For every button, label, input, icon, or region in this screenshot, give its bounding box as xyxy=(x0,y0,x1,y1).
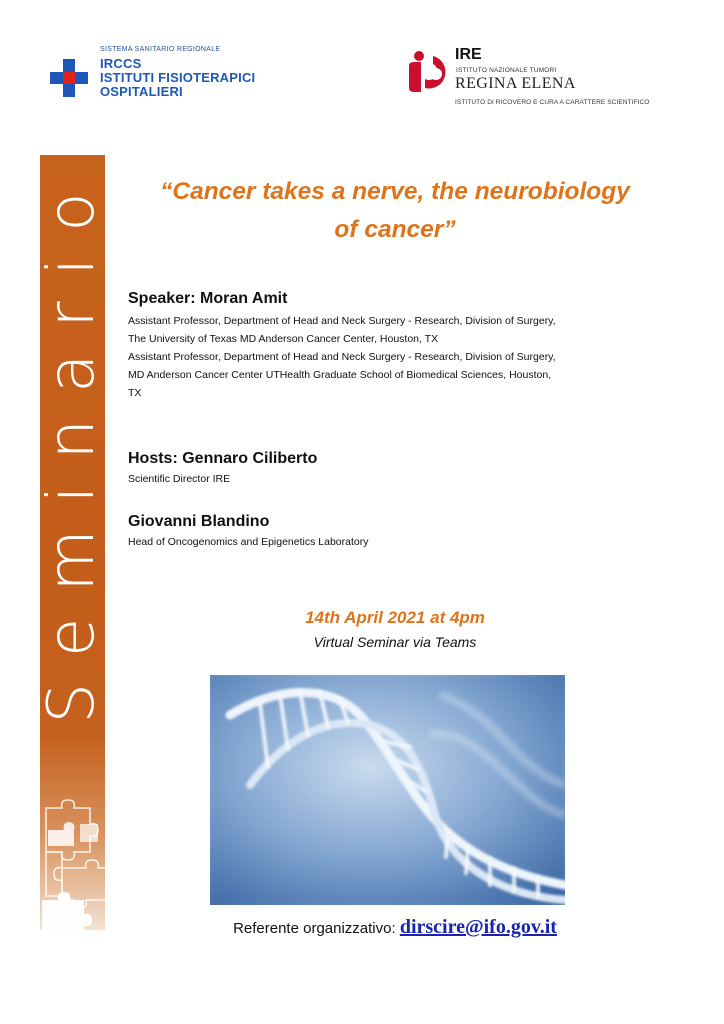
ifo-logo xyxy=(50,45,270,105)
cross-icon xyxy=(50,59,88,97)
dna-image xyxy=(210,675,565,905)
hosts-heading: Hosts: Gennaro Ciliberto xyxy=(128,450,318,467)
affiliation-line: TX xyxy=(128,387,142,399)
seminario-label: Seminario xyxy=(35,166,109,724)
ifo-logo-line2: ISTITUTI FISIOTERAPICI xyxy=(100,70,256,85)
ire-logo xyxy=(405,46,650,116)
ire-mark-icon xyxy=(405,48,451,94)
speaker-heading: Speaker: Moran Amit xyxy=(128,290,288,307)
event-venue: Virtual Seminar via Teams xyxy=(313,634,477,650)
affiliation-line: Assistant Professor, Department of Head and Neck Surgery - Research, Division of Surgery, xyxy=(128,351,556,363)
contact-email-link[interactable]: dirscire@ifo.gov.it xyxy=(399,916,557,938)
ire-subtitle: ISTITUTO DI RICOVERO E CURA A CARATTERE SCIENTIFICO xyxy=(455,99,650,106)
ire-abbr: IRE xyxy=(455,46,482,63)
ifo-logo-line1: IRCCS xyxy=(100,56,142,71)
event-title-line1: “Cancer takes a nerve, the neurobiology xyxy=(160,178,630,205)
event-title xyxy=(130,173,660,249)
host1-role: Scientific Director IRE xyxy=(128,473,231,485)
affiliation-line: The University of Texas MD Anderson Cancer Center, Houston, TX xyxy=(128,333,439,345)
ire-name: REGINA ELENA xyxy=(455,75,576,92)
puzzle-pieces-icon xyxy=(40,790,108,930)
ire-institute: ISTITUTO NAZIONALE TUMORI xyxy=(456,67,557,74)
event-date: 14th April 2021 at 4pm xyxy=(305,608,485,627)
affiliation-line: MD Anderson Cancer Center UTHealth Graduate School of Biomedical Sciences, Houston, xyxy=(128,369,552,381)
ifo-logo-line3: OSPITALIERI xyxy=(100,84,183,99)
contact-label: Referente organizzativo: xyxy=(233,920,400,937)
speaker-affiliation xyxy=(128,312,688,402)
affiliation-line: Assistant Professor, Department of Head and Neck Surgery - Research, Division of Surgery, xyxy=(128,315,556,327)
host2-name: Giovanni Blandino xyxy=(128,513,270,530)
host2-role: Head of Oncogenomics and Epigenetics Laboratory xyxy=(128,536,369,548)
ifo-logo-region: SISTEMA SANITARIO REGIONALE xyxy=(100,46,221,53)
contact-line xyxy=(130,916,660,939)
event-title-line2: of cancer” xyxy=(334,216,456,243)
